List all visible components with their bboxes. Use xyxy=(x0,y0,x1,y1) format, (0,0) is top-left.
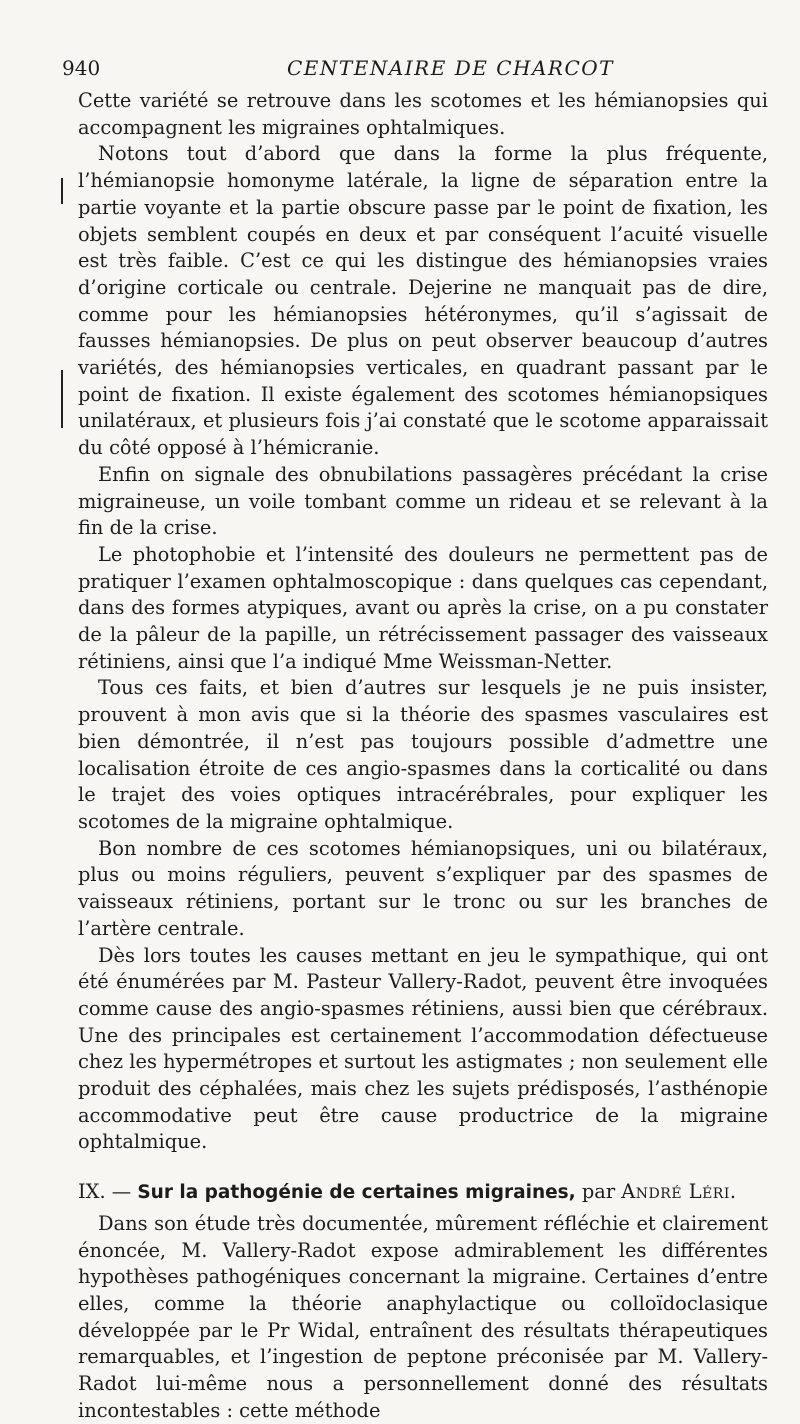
page-number: 940 xyxy=(62,56,101,80)
section-heading xyxy=(78,1179,768,1207)
section-title: Sur la pathogénie de certaines migraines, xyxy=(137,1182,576,1204)
running-header xyxy=(62,56,760,82)
section-by: par xyxy=(581,1180,616,1204)
running-title: CENTENAIRE DE CHARCOT xyxy=(287,56,614,80)
paragraph: Enfin on signale des obnubilations passagères précédant la crise migraineuse, un voile tombant comme un rideau et se relevant à la fin de la crise. xyxy=(78,462,768,540)
body-text xyxy=(78,88,768,1424)
paragraph: Tous ces faits, et bien d’autres sur lesquels je ne puis insister, prouvent à mon avis que si la théorie des spasmes vasculaires est bien démontrée, il n’est pas toujours possible d’admettre une localisation étroite de ces angio-spasmes dans la corticalité ou dans le trajet des voies optiques intracérébrales, pour expliquer les scotomes de la migraine ophtalmique. xyxy=(78,676,768,833)
paragraph: Notons tout d’abord que dans la forme la plus fréquente, l’hémianopsie homonyme latérale, la ligne de séparation entre la partie voyante et la partie obscure passe par le point de fixation, les objets semblent coupés en deux et par conséquent l’acuité visuelle est très faible. C’est ce qui les distingue des hémianopsies vraies d’origine corticale ou centrale. Dejerine ne manquait pas de dire, comme pour les hémianopsies hétéronymes, qu’il s’agissait de fausses hémianopsies. De plus on peut observer beaucoup d’autres variétés, des hémianopsies verticales, en quadrant passant par le point de fixation. Il existe également des scotomes hémianopsiques unilatéraux, et plusieurs fois j’ai constaté que le scotome apparaissait du côté opposé à l’hémicranie. xyxy=(78,142,768,460)
margin-line-bottom xyxy=(61,370,63,428)
section-number: IX. — xyxy=(78,1180,132,1204)
paragraph: Le photophobie et l’intensité des douleurs ne permettent pas de pratiquer l’examen ophtalmoscopique : dans quelques cas cependant, dans des formes atypiques, avant ou après la crise, on a pu constater de la pâleur de la papille, un rétrécissement passager des vaisseaux rétiniens, ainsi que l’a indiqué Mme Weissman-Netter. xyxy=(78,542,768,673)
paragraph: Cette variété se retrouve dans les scotomes et les hémianopsies qui accompagnent les migraines ophtalmiques. xyxy=(78,89,768,139)
section-author: André Léri. xyxy=(621,1180,737,1204)
paragraph: Bon nombre de ces scotomes hémianopsiques, uni ou bilatéraux, plus ou moins réguliers, peuvent s’expliquer par des spasmes de vaisseaux rétiniens, portant sur le tronc ou sur les branches de l’artère centrale. xyxy=(78,836,768,940)
margin-line-top xyxy=(61,178,63,204)
paragraph: Dès lors toutes les causes mettant en jeu le sympathique, qui ont été énumérées par M. Pasteur Vallery-Radot, peuvent être invoquées comme cause des angio-spasmes rétiniens, aussi bien que cérébraux. Une des principales est certainement l’accommodation défectueuse chez les hypermétropes et surtout les astigmates ; non seulement elle produit des céphalées, mais chez les sujets prédisposés, l’asthénopie accommodative peut être cause productrice de la migraine ophtalmique. xyxy=(78,943,768,1154)
paragraph: Dans son étude très documentée, mûrement réfléchie et clairement énoncée, M. Vallery-Radot expose admirablement les différentes hypothèses pathogéniques concernant la migraine. Certaines d’entre elles, comme la théorie anaphylactique ou colloïdoclasique développée par le Pr Widal, entraînent des résultats thérapeutiques remarquables, et l’ingestion de peptone préconisée par M. Vallery-Radot lui-même nous a personnellement donné des résultats incontestables : cette méthode xyxy=(78,1211,768,1422)
